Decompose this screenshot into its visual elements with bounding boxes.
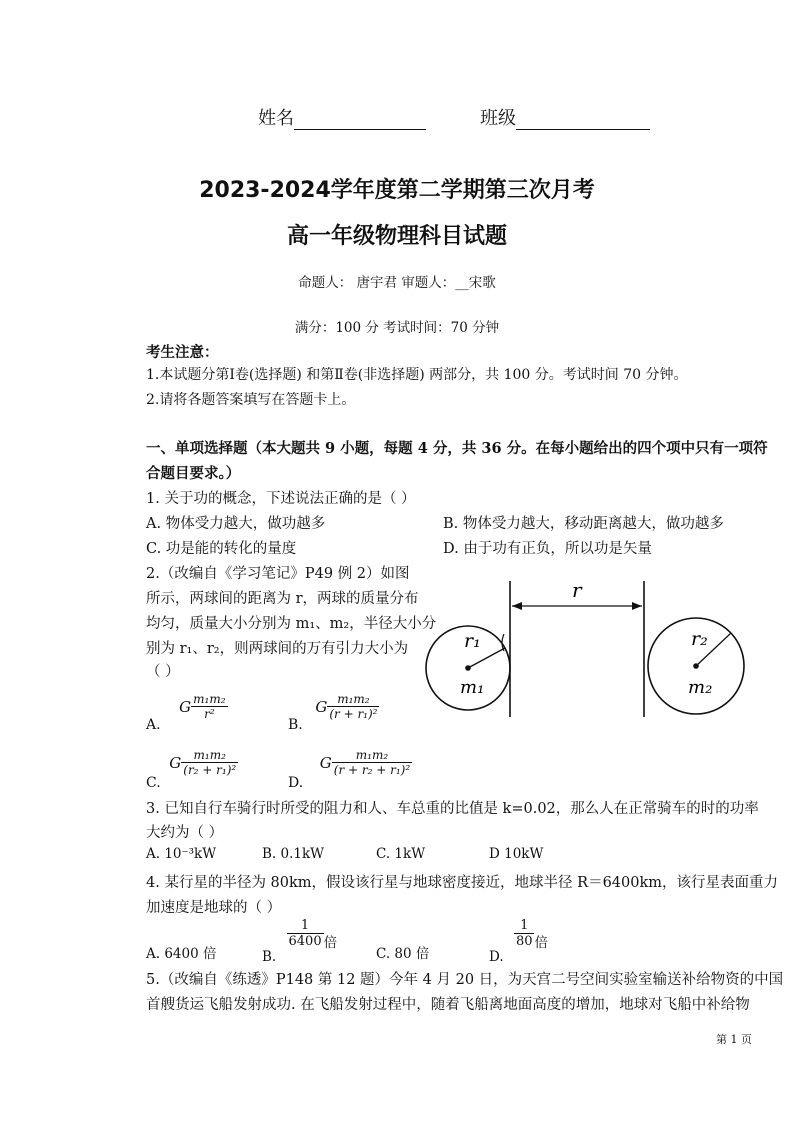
notice-heading: 考生注意： [146, 344, 219, 361]
q1-stem: 1. 关于功的概念，下述说法正确的是（ ） [146, 491, 416, 507]
q2-stem-line: 均匀，质量大小分别为 m₁、m₂，半径大小分 [146, 616, 437, 632]
notice-item: 1.本试题分第Ⅰ卷(选择题) 和第Ⅱ卷(非选择题) 两部分，共 100 分。考试时间 70 分钟。 [146, 367, 688, 383]
fraction-denominator: (r + r₁)² [329, 707, 378, 721]
q4-option-d[interactable] [489, 918, 548, 965]
q2-option-c-fraction [181, 748, 238, 777]
center-1 [465, 665, 471, 671]
fraction-numerator: 1 [287, 918, 324, 934]
q2-option-b[interactable] [288, 692, 379, 733]
q3-option-c[interactable]: C. 1kW [376, 846, 426, 862]
q4-option-d-fraction [514, 918, 535, 949]
exam-title: 2023-2024学年度第二学期第三次月考 [199, 178, 595, 203]
q4-option-d-unit: 倍 [534, 935, 548, 951]
q4-option-b[interactable] [262, 918, 338, 965]
q2-g-symbol: G [169, 753, 182, 772]
fraction-denominator: 80 [515, 934, 533, 949]
q2-g-symbol: G [319, 753, 332, 772]
q1-option-c[interactable]: C. 功是能的转化的量度 [146, 541, 297, 557]
q5-stem-cont: 首艘货运飞船发射成功. 在飞船发射过程中，随着飞船离地面高度的增加，地球对飞船中补给物 [146, 997, 750, 1013]
q3-option-d[interactable]: D 10kW [489, 846, 544, 862]
q3-stem-cont: 大约为（ ） [146, 825, 224, 841]
q1-option-a[interactable]: A. 物体受力越大，做功越多 [146, 516, 326, 532]
q2-option-d-fraction [332, 748, 412, 777]
fraction-numerator: m₁m₂ [327, 692, 379, 707]
q1-option-d[interactable]: D. 由于功有正负，所以功是矢量 [443, 541, 652, 557]
fraction-denominator: 6400 [288, 934, 322, 949]
name-label: 姓名 [258, 108, 294, 129]
q4-stem: 4. 某行星的半径为 80km，假设该行星与地球密度接近，地球半径 R＝6400km，该行星表面重力 [146, 875, 779, 891]
q4-option-b-fraction [287, 918, 324, 949]
q2-option-b-fraction [327, 692, 379, 721]
class-field-row [480, 104, 650, 130]
q4-option-b-label: B. [262, 949, 277, 965]
q2-option-d-label: D. [288, 774, 304, 791]
q2-two-spheres-figure [420, 575, 760, 745]
section-heading: 一、单项选择题（本大题共 9 小题，每题 4 分，共 36 分。在每小题给出的四个项中只有一项符 [146, 440, 768, 457]
q2-option-c-label: C. [146, 774, 161, 791]
q3-stem: 3. 已知自行车骑行时所受的阻力和人、车总重的比值是 k=0.02，那么人在正常骑车的时的功率 [146, 801, 759, 817]
arrowhead-right [632, 602, 642, 610]
q3-option-b[interactable]: B. 0.1kW [262, 846, 325, 862]
q2-option-a-label: A. [146, 716, 161, 733]
page-number: 第 1 页 [716, 1033, 752, 1046]
q2-stem-line: 别为 r₁、r₂，则两球间的万有引力大小为 [146, 641, 409, 657]
q2-option-c[interactable] [146, 748, 238, 791]
fraction-numerator: m₁m₂ [193, 692, 226, 706]
q2-option-a[interactable] [146, 692, 228, 733]
q5-stem: 5.（改编自《练透》P148 第 12 题）今年 4 月 20 日，为天宫二号空间实验室输送补给物资的中国 [146, 972, 784, 988]
radius-r2-label: r₂ [691, 628, 708, 650]
radius-r1-label: r₁ [464, 630, 481, 652]
name-blank[interactable] [294, 111, 426, 130]
fraction-numerator: m₁m₂ [181, 748, 238, 763]
q2-option-a-fraction [191, 692, 227, 721]
fraction-numerator: 1 [514, 918, 535, 934]
q2-option-d[interactable] [288, 748, 412, 791]
fraction-denominator: (r + r₂ + r₁)² [333, 763, 411, 777]
arrowhead-left [512, 602, 522, 610]
q2-stem-line: 2.（改编自《学习笔记》P49 例 2）如图 [146, 566, 410, 582]
q2-stem-line: 所示，两球间的距离为 r，两球的质量分布 [146, 591, 419, 607]
author-line: 命题人： 唐宇君 审题人：__宋歌 [298, 275, 496, 291]
exam-subtitle: 高一年级物理科目试题 [286, 224, 507, 249]
q2-g-symbol: G [179, 697, 192, 716]
q2-option-b-label: B. [288, 716, 303, 733]
q4-option-a[interactable]: A. 6400 倍 [146, 946, 217, 962]
section-heading-cont: 合题目要求。） [146, 465, 241, 482]
class-label: 班级 [480, 108, 516, 129]
q4-option-d-label: D. [489, 949, 504, 965]
q1-option-b[interactable]: B. 物体受力越大，移动距离越大，做功越多 [443, 516, 724, 532]
score-line: 满分：100 分 考试时间：70 分钟 [294, 320, 500, 336]
notice-item: 2.请将各题答案填写在答题卡上。 [146, 392, 356, 408]
q4-stem-cont: 加速度是地球的（ ） [146, 900, 282, 916]
q2-g-symbol: G [315, 697, 328, 716]
fraction-denominator: r² [204, 707, 215, 721]
q4-option-c[interactable]: C. 80 倍 [376, 946, 430, 962]
mass-m2-label: m₂ [688, 677, 713, 698]
class-blank[interactable] [516, 111, 650, 130]
q3-option-a[interactable]: A. 10⁻³kW [146, 846, 217, 862]
mass-m1-label: m₁ [460, 677, 485, 698]
fraction-denominator: (r₂ + r₁)² [183, 763, 237, 777]
q4-option-b-unit: 倍 [323, 935, 338, 951]
distance-r-label: r [572, 578, 582, 602]
fraction-numerator: m₁m₂ [332, 748, 412, 763]
center-2 [693, 663, 699, 669]
name-field-row [258, 104, 426, 130]
q2-stem-line: （ ） [146, 664, 180, 680]
